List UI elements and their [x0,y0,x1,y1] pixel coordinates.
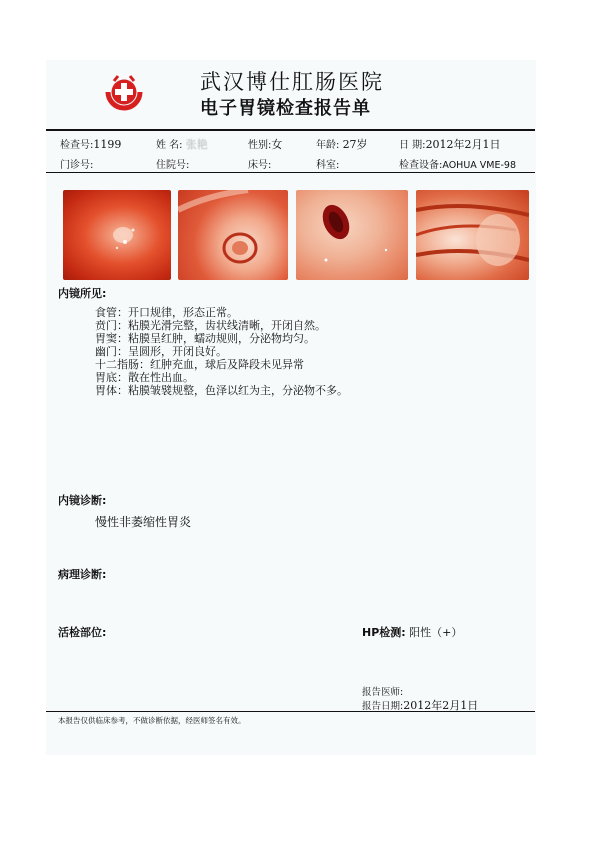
diagnosis-text: 慢性非萎缩性胃炎 [95,515,192,529]
report-date-field: 报告日期:2012年2月1日 [362,699,479,712]
age-field: 年龄: 27岁 [316,138,368,151]
findings-heading: 内镜所见: [58,287,107,300]
outpatient-number-field: 门诊号: [60,160,94,171]
header-top-rule [46,129,535,131]
endoscopy-image-1 [63,190,171,280]
exam-number-field: 检查号:1199 [60,138,122,151]
biopsy-heading: 活检部位: [58,626,107,639]
footer-rule [46,711,535,712]
disclaimer-footnote: 本报告仅供临床参考，不做诊断依据，经医师签名有效。 [58,716,246,725]
hospital-cross-logo-icon [104,72,144,112]
pathology-heading: 病理诊断: [58,568,107,581]
endoscopy-image-3 [296,190,408,280]
device-field: 检查设备:AOHUA VME-98 [399,160,517,171]
endoscopy-image-4 [416,190,529,280]
reporting-doctor-field: 报告医师: [362,687,404,698]
bed-number-field: 床号: [248,160,272,171]
finding-pylorus: 幽门：呈圆形，开闭良好。 [95,345,227,358]
finding-body: 胃体：粘膜皱襞规整，色泽以红为主，分泌物不多。 [95,384,348,397]
diagnosis-heading: 内镜诊断: [58,494,107,507]
report-title: 电子胃镜检查报告单 [200,98,371,119]
finding-antrum: 胃窦：粘膜呈红肿，蠕动规则，分泌物均匀。 [95,332,315,345]
inpatient-number-field: 住院号: [156,160,190,171]
sex-field: 性别:女 [248,138,283,151]
hp-test-result: HP检测: 阳性（+） [362,626,463,639]
finding-duodenum: 十二指肠：红肿充血，球后及降段未见异常 [95,358,304,371]
finding-fundus: 胃底：散在性出血。 [95,371,194,384]
finding-esophagus: 食管：开口规律，形态正常。 [95,306,238,319]
finding-cardia: 贲门：粘膜光滑完整，齿状线清晰，开闭自然。 [95,319,326,332]
info-bottom-rule [46,172,535,173]
endoscopy-image-2 [178,190,288,280]
hospital-name: 武汉博仕肛肠医院 [200,70,384,94]
department-field: 科室: [316,160,340,171]
patient-name-field: 姓 名: 张艳 [156,138,208,151]
exam-date-field: 日 期:2012年2月1日 [399,138,501,151]
